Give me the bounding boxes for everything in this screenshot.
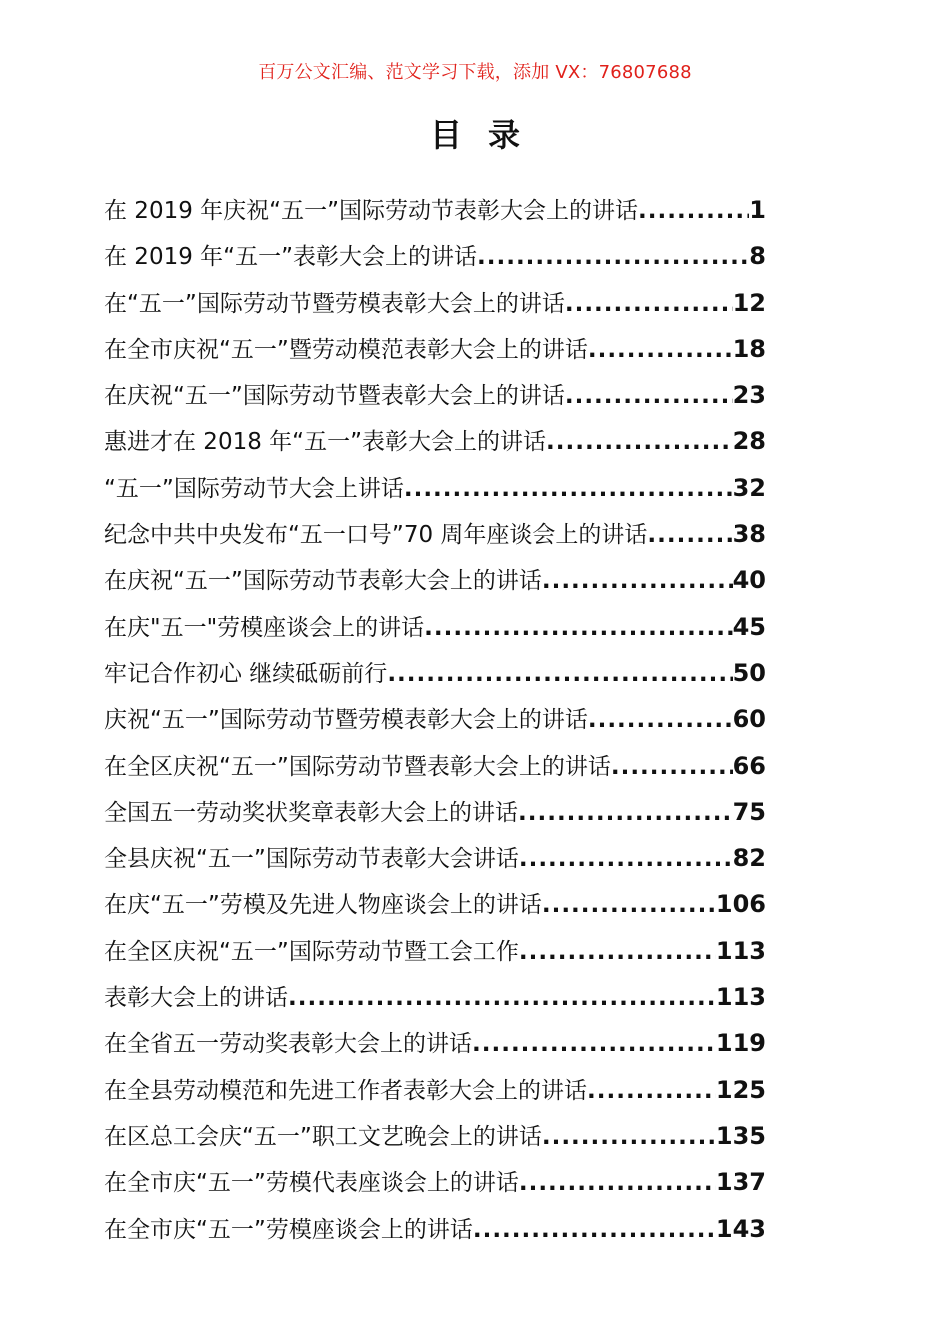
toc-leader-dots	[542, 885, 716, 925]
toc-entry[interactable]	[104, 884, 766, 930]
toc-entry[interactable]	[104, 236, 766, 282]
toc-entry-page-number: 143	[715, 1214, 766, 1243]
toc-entry-title: 在全市庆“五一”劳模代表座谈会上的讲话	[104, 1170, 519, 1197]
toc-leader-dots	[519, 932, 716, 972]
toc-entry-title: 在“五一”国际劳动节暨劳模表彰大会上的讲话	[104, 290, 565, 317]
toc-entry[interactable]	[104, 746, 766, 792]
toc-leader-dots	[519, 839, 733, 879]
toc-entry-title: 在 2019 年庆祝“五一”国际劳动节表彰大会上的讲话	[104, 198, 638, 224]
toc-entry-page-number: 66	[732, 751, 766, 780]
toc-title: 目录	[429, 116, 546, 154]
toc-entry-page-number: 135	[715, 1121, 766, 1150]
toc-entry-title: 在全市庆祝“五一”暨劳动模范表彰大会上的讲话	[104, 336, 588, 363]
toc-entry-page-number: 38	[732, 520, 766, 549]
toc-entry-title: 在全县劳动模范和先进工作者表彰大会上的讲话	[104, 1077, 587, 1104]
toc-entry-page-number: 23	[732, 381, 766, 410]
toc-entry[interactable]	[104, 468, 766, 514]
toc-leader-dots	[647, 515, 732, 555]
toc-entry[interactable]	[104, 375, 766, 421]
toc-leader-dots	[404, 469, 733, 509]
toc-entry[interactable]	[104, 607, 766, 653]
toc-entry-page-number: 40	[732, 566, 766, 595]
toc-entry[interactable]	[104, 838, 766, 884]
toc-entry-page-number: 12	[732, 288, 766, 317]
toc-leader-dots	[546, 422, 733, 462]
toc-entry-title: 在 2019 年“五一”表彰大会上的讲话	[104, 244, 477, 271]
toc-leader-dots	[473, 1210, 716, 1250]
toc-entry[interactable]	[104, 653, 766, 699]
toc-entry[interactable]	[104, 1162, 766, 1208]
toc-leader-dots	[387, 654, 732, 694]
toc-leader-dots	[477, 237, 749, 277]
toc-entry-page-number: 82	[732, 844, 766, 873]
toc-entry[interactable]	[104, 1070, 766, 1116]
toc-leader-dots	[542, 561, 733, 601]
toc-entry[interactable]	[104, 1209, 766, 1255]
toc-entry-page-number: 119	[715, 1029, 766, 1058]
header-note: 百万公文汇编、范文学习下载，添加 VX：76807688	[258, 62, 692, 83]
toc-entry[interactable]	[104, 329, 766, 375]
toc-leader-dots	[565, 284, 733, 324]
toc-leader-dots	[472, 1024, 716, 1064]
toc-entry[interactable]	[104, 931, 766, 977]
toc-entry-page-number: 125	[715, 1075, 766, 1104]
toc-entry-title: 惠进才在 2018 年“五一”表彰大会上的讲话	[104, 429, 546, 456]
toc-list	[104, 190, 766, 1255]
toc-leader-dots	[424, 608, 732, 648]
toc-leader-dots	[542, 1117, 716, 1157]
toc-entry-page-number: 137	[715, 1168, 766, 1197]
toc-entry[interactable]	[104, 560, 766, 606]
toc-entry[interactable]	[104, 283, 766, 329]
toc-entry-title: “五一”国际劳动节大会上讲话	[104, 475, 404, 502]
toc-entry-page-number: 113	[715, 983, 766, 1012]
toc-leader-dots	[519, 1163, 716, 1203]
toc-entry[interactable]	[104, 977, 766, 1023]
toc-entry-title: 全县庆祝“五一”国际劳动节表彰大会讲话	[104, 846, 519, 873]
toc-entry-title: 在庆祝“五一”国际劳动节表彰大会上的讲话	[104, 568, 542, 595]
toc-leader-dots	[611, 747, 733, 787]
toc-entry-page-number: 8	[749, 242, 766, 271]
toc-entry-title: 在全市庆“五一”劳模座谈会上的讲话	[104, 1216, 473, 1243]
toc-entry-title: 在庆“五一”劳模及先进人物座谈会上的讲话	[104, 892, 542, 919]
toc-entry-title: 在全区庆祝“五一”国际劳动节暨表彰大会上的讲话	[104, 753, 611, 780]
toc-entry-title: 庆祝“五一”国际劳动节暨劳模表彰大会上的讲话	[104, 707, 588, 734]
toc-entry[interactable]	[104, 1116, 766, 1162]
toc-leader-dots	[587, 1071, 716, 1111]
toc-leader-dots	[638, 191, 749, 231]
toc-entry[interactable]	[104, 699, 766, 745]
toc-entry-title: 牢记合作初心 继续砥砺前行	[104, 660, 388, 687]
toc-leader-dots	[288, 978, 716, 1018]
toc-entry-page-number: 50	[732, 658, 766, 687]
toc-entry[interactable]	[104, 514, 766, 560]
toc-entry[interactable]	[104, 792, 766, 838]
toc-entry-title: 在区总工会庆“五一”职工文艺晚会上的讲话	[104, 1123, 542, 1150]
toc-leader-dots	[518, 793, 733, 833]
toc-entry-page-number: 60	[732, 705, 766, 734]
toc-leader-dots	[588, 330, 733, 370]
toc-entry[interactable]	[104, 190, 766, 236]
toc-entry-title: 纪念中共中央发布“五一口号”70 周年座谈会上的讲话	[104, 522, 648, 549]
toc-entry-page-number: 32	[732, 473, 766, 502]
toc-entry-page-number: 75	[732, 797, 766, 826]
toc-entry-page-number: 28	[732, 427, 766, 456]
toc-entry-title: 在全区庆祝“五一”国际劳动节暨工会工作	[104, 938, 519, 965]
toc-leader-dots	[588, 700, 733, 740]
toc-leader-dots	[565, 376, 733, 416]
toc-entry-title: 在庆"五一"劳模座谈会上的讲话	[104, 614, 425, 641]
toc-entry-page-number: 18	[732, 334, 766, 363]
toc-entry-title: 在庆祝“五一”国际劳动节暨表彰大会上的讲话	[104, 383, 565, 410]
toc-entry-page-number: 1	[749, 196, 766, 224]
toc-entry-title: 全国五一劳动奖状奖章表彰大会上的讲话	[104, 799, 518, 826]
toc-entry-title: 在全省五一劳动奖表彰大会上的讲话	[104, 1031, 472, 1058]
toc-entry-page-number: 106	[715, 890, 766, 919]
toc-entry-page-number: 113	[715, 936, 766, 965]
toc-entry-page-number: 45	[732, 612, 766, 641]
toc-entry[interactable]	[104, 421, 766, 467]
toc-entry[interactable]	[104, 1023, 766, 1069]
toc-entry-title: 表彰大会上的讲话	[104, 985, 288, 1012]
